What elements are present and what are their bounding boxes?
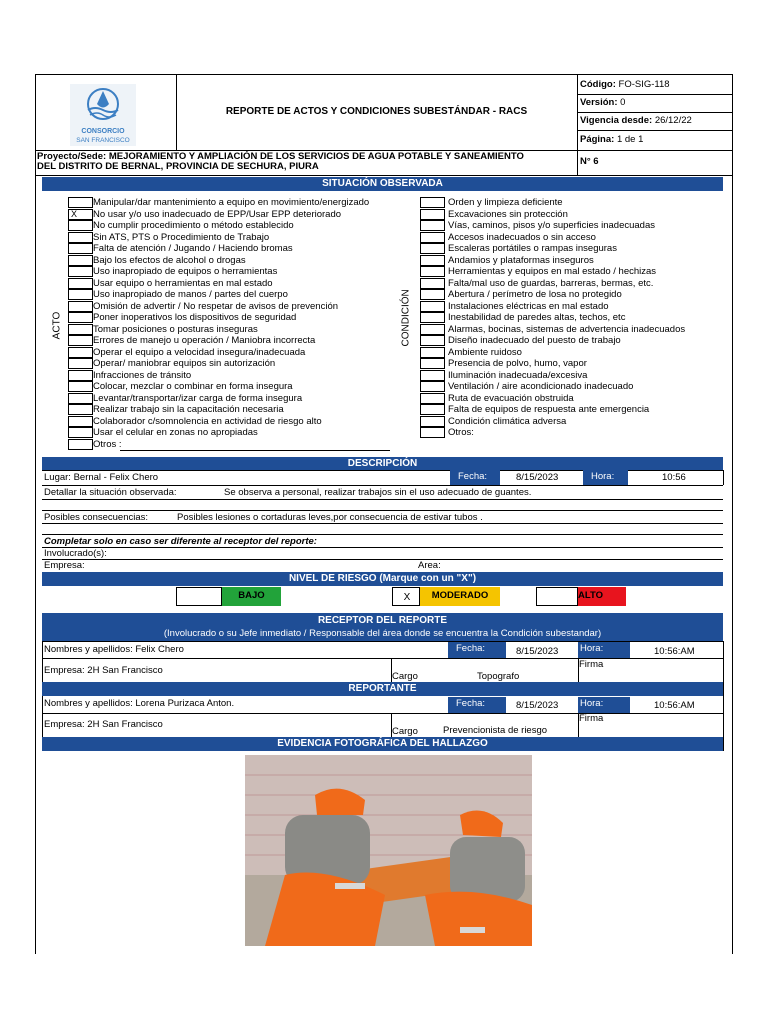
acto-item-checkbox[interactable]: X [68,209,93,220]
reportante-cargo-value: Prevencionista de riesgo [443,725,548,736]
consecuencias-value: Posibles lesiones o cortaduras leves,por consecuencia de estivar tubos . [177,512,483,523]
condicion-item-label: Inestabilidad de paredes altas, techos, etc [448,312,626,323]
receptor-hora-value: 10:56:AM [654,646,695,657]
detallar-value: Se observa a personal, realizar trabajos sin el uso adecuado de guantes. [224,487,532,498]
condicion-item-label: Presencia de polvo, humo, vapor [448,358,587,369]
receptor-cargo-value: Topografo [477,671,520,682]
acto-item-label: Operar/ maniobrar equipos sin autorización [93,358,276,369]
pagina-field: Página: 1 de 1 [580,134,644,145]
acto-item-checkbox[interactable] [68,381,93,392]
involucrado-field: Involucrado(s): [44,548,107,559]
lugar-field: Lugar: Bernal - Felix Chero [44,472,159,483]
acto-item-label: Tomar posiciones o posturas inseguras [93,323,258,335]
acto-item-checkbox[interactable] [68,232,93,243]
fecha-value: 8/15/2023 [516,472,559,483]
condicion-item-checkbox[interactable] [420,197,445,208]
acto-item-checkbox[interactable] [68,312,93,323]
acto-item-checkbox[interactable] [68,197,93,208]
empresa-field: Empresa: [44,560,85,571]
reportante-nombres: Nombres y apellidos: Lorena Purizaca Anton. [44,698,235,709]
consecuencias-label: Posibles consecuencias: [44,512,149,523]
acto-item-label: Uso inapropiado de manos / partes del cuerpo [93,289,288,300]
acto-item-checkbox[interactable] [68,358,93,369]
condicion-item-label: Ventilación / aire acondicionado inadecuado [448,381,634,392]
vigencia-field: Vigencia desde: 26/12/22 [580,115,692,126]
receptor-empresa: Empresa: 2H San Francisco [44,665,163,676]
riesgo-bajo-label: BAJO [222,587,281,606]
fecha-label: Fecha: [450,470,500,485]
riesgo-moderado-label: MODERADO [420,587,500,606]
riesgo-alto-checkbox[interactable] [536,587,578,606]
acto-item-label: No usar y/o uso inadecuado de EPP/Usar EPP deteriorado [93,208,342,220]
evidencia-title-bar: EVIDENCIA FOTOGRÁFICA DEL HALLAZGO [42,737,723,751]
acto-item-checkbox[interactable] [68,243,93,254]
acto-item-label: Uso inapropiado de equipos o herramientas [93,266,278,277]
logo-drop-icon [70,84,136,128]
company-logo [70,84,136,146]
condicion-item-checkbox[interactable] [420,358,445,369]
evidence-photo [245,755,532,946]
acto-item-checkbox[interactable] [68,335,93,346]
acto-item-label: Colaborador c/somnolencia en actividad de riesgo alto [93,415,322,427]
riesgo-alto-label: ALTO [578,587,626,606]
acto-item-checkbox[interactable] [68,416,93,427]
report-number: N° 6 [580,156,599,167]
acto-item-checkbox[interactable] [68,370,93,381]
reportante-firma-label: Firma [579,713,604,724]
reportante-hora-label: Hora: [578,697,630,713]
acto-item-checkbox[interactable] [68,324,93,335]
riesgo-moderado-checkbox[interactable]: X [392,587,420,606]
condicion-item-checkbox[interactable] [420,232,445,243]
condicion-item-checkbox[interactable] [420,335,445,346]
situacion-title-bar: SITUACIÓN OBSERVADA [42,177,723,191]
acto-item-checkbox[interactable] [68,289,93,300]
acto-item-label: Bajo los efectos de alcohol o drogas [93,254,246,266]
condicion-item-checkbox[interactable] [420,301,445,312]
acto-item-label: Falta de atención / Jugando / Haciendo bromas [93,243,293,254]
condicion-item-label: Ruta de evacuación obstruida [448,392,574,404]
receptor-hora-label: Hora: [578,642,630,658]
condicion-item-label: Herramientas y equipos en mal estado / hechizas [448,266,657,277]
condicion-item-label: Abertura / perímetro de losa no protegido [448,289,622,300]
acto-item-checkbox[interactable] [68,255,93,266]
condicion-item-label: Andamios y plataformas inseguros [448,254,594,266]
condicion-item-label: Iluminación inadecuada/excesiva [448,369,588,381]
receptor-title: RECEPTOR DEL REPORTE [317,615,448,626]
acto-item-label: Sin ATS, PTS o Procedimiento de Trabajo [93,231,270,243]
acto-item-checkbox[interactable] [68,404,93,415]
acto-item-checkbox[interactable] [68,439,93,450]
acto-item-label: Colocar, mezclar o combinar en forma insegura [93,381,293,392]
condicion-item-label: Instalaciones eléctricas en mal estado [448,300,609,312]
condicion-item-label: Ambiente ruidoso [448,346,522,358]
acto-item-label: Levantar/transportar/izar carga de forma insegura [93,392,303,404]
riesgo-bajo-checkbox[interactable] [176,587,222,606]
acto-item-label: Usar el celular en zonas no apropiadas [93,427,258,438]
condicion-item-label: Diseño inadecuado del puesto de trabajo [448,335,621,346]
condicion-item-label: Escaleras portátiles o rampas inseguras [448,243,617,254]
hora-value: 10:56 [662,472,686,483]
completar-note: Completar solo en caso ser diferente al receptor del reporte: [44,536,317,547]
condicion-item-checkbox[interactable] [420,347,445,358]
condicion-label: CONDICIÓN [400,289,412,347]
receptor-subtitle: (Involucrado o su Jefe inmediato / Responsable del área donde se encuentra la Condición subestandar) [163,628,602,639]
condicion-item-checkbox[interactable] [420,209,445,220]
proyecto-line2: DEL DISTRITO DE BERNAL, PROVINCIA DE SECHURA, PIURA [37,161,319,172]
condicion-item-checkbox[interactable] [420,289,445,300]
condicion-item-label: Condición climática adversa [448,415,567,427]
acto-item-checkbox[interactable] [68,266,93,277]
acto-item-label: Omisión de advertir / No respetar de avisos de prevención [93,300,339,312]
riesgo-title-bar: NIVEL DE RIESGO (Marque con un "X") [42,572,723,586]
document-title: REPORTE DE ACTOS Y CONDICIONES SUBESTÁNDAR - RACS [225,106,528,117]
condicion-item-label: Falta/mal uso de guardas, barreras, bermas, etc. [448,277,654,289]
codigo-field: Código: FO-SIG-118 [580,79,670,90]
descripcion-title-bar: DESCRIPCIÓN [42,457,723,470]
acto-item-label: Manipular/dar mantenimiento a equipo en movimiento/energizado [93,197,370,208]
reportante-empresa: Empresa: 2H San Francisco [44,719,163,730]
acto-item-label: Errores de manejo u operación / Maniobra incorrecta [93,335,316,346]
condicion-item-label: Accesos inadecuados o sin acceso [448,231,596,243]
condicion-item-label: Orden y limpieza deficiente [448,197,563,208]
logo-text-line2: SAN FRANCISCO [76,137,130,144]
area-field: Area: [418,560,441,571]
receptor-firma-label: Firma [579,659,604,670]
condicion-item-checkbox[interactable] [420,266,445,277]
condicion-item-checkbox[interactable] [420,312,445,323]
acto-item-label: Poner inoperativos los dispositivos de seguridad [93,312,297,323]
receptor-nombres: Nombres y apellidos: Felix Chero [44,644,184,655]
acto-item-label: Realizar trabajo sin la capacitación necesaria [93,404,284,415]
acto-item-checkbox[interactable] [68,347,93,358]
receptor-cargo-label: Cargo [392,671,418,682]
condicion-item-label: Vías, caminos, pisos y/o superficies inadecuadas [448,220,655,231]
receptor-title-bar [42,613,723,641]
condicion-item-label: Falta de equipos de respuesta ante emergencia [448,404,650,415]
acto-item-label: No cumplir procedimiento o método establecido [93,220,294,231]
condicion-item-checkbox[interactable] [420,278,445,289]
reportante-title-bar: REPORTANTE [42,682,723,696]
condicion-item-label: Alarmas, bocinas, sistemas de advertencia inadecuados [448,323,686,335]
acto-item-checkbox[interactable] [68,427,93,438]
acto-item-label: Infracciones de tránsito [93,369,192,381]
acto-item-checkbox[interactable] [68,278,93,289]
condicion-item-label: Otros: [448,427,474,438]
acto-item-label: Operar el equipo a velocidad insegura/inadecuada [93,346,306,358]
otros-underline [120,450,390,451]
condicion-item-checkbox[interactable] [420,243,445,254]
condicion-item-checkbox[interactable] [420,220,445,231]
reportante-fecha-label: Fecha: [448,697,506,713]
reportante-cargo-label: Cargo [392,726,418,737]
acto-item-label: Otros : [93,438,122,450]
version-field: Versión: 0 [580,97,626,108]
condicion-item-checkbox[interactable] [420,404,445,415]
condicion-item-checkbox[interactable] [420,393,445,404]
acto-item-checkbox[interactable] [68,220,93,231]
condicion-item-checkbox[interactable] [420,416,445,427]
condicion-item-checkbox[interactable] [420,381,445,392]
condicion-item-label: Excavaciones sin protección [448,208,568,220]
acto-item-checkbox[interactable] [68,393,93,404]
acto-label: ACTO [51,311,63,340]
condicion-item-checkbox[interactable] [420,427,445,438]
receptor-fecha-label: Fecha: [448,642,506,658]
reportante-hora-value: 10:56:AM [654,700,695,711]
reportante-fecha-value: 8/15/2023 [516,700,559,711]
condicion-item-checkbox[interactable] [420,370,445,381]
proyecto-line1: Proyecto/Sede: MEJORAMIENTO Y AMPLIACIÓN DE LOS SERVICIOS DE AGUA POTABLE Y SANEAMIENTO [37,151,524,162]
acto-item-label: Usar equipo o herramientas en mal estado [93,277,273,289]
hora-label: Hora: [583,470,628,485]
condicion-item-checkbox[interactable] [420,324,445,335]
receptor-fecha-value: 8/15/2023 [516,646,559,657]
acto-item-checkbox[interactable] [68,301,93,312]
detallar-label: Detallar la situación observada: [44,487,177,498]
condicion-item-checkbox[interactable] [420,255,445,266]
logo-text-line1: CONSORCIO [81,128,125,135]
